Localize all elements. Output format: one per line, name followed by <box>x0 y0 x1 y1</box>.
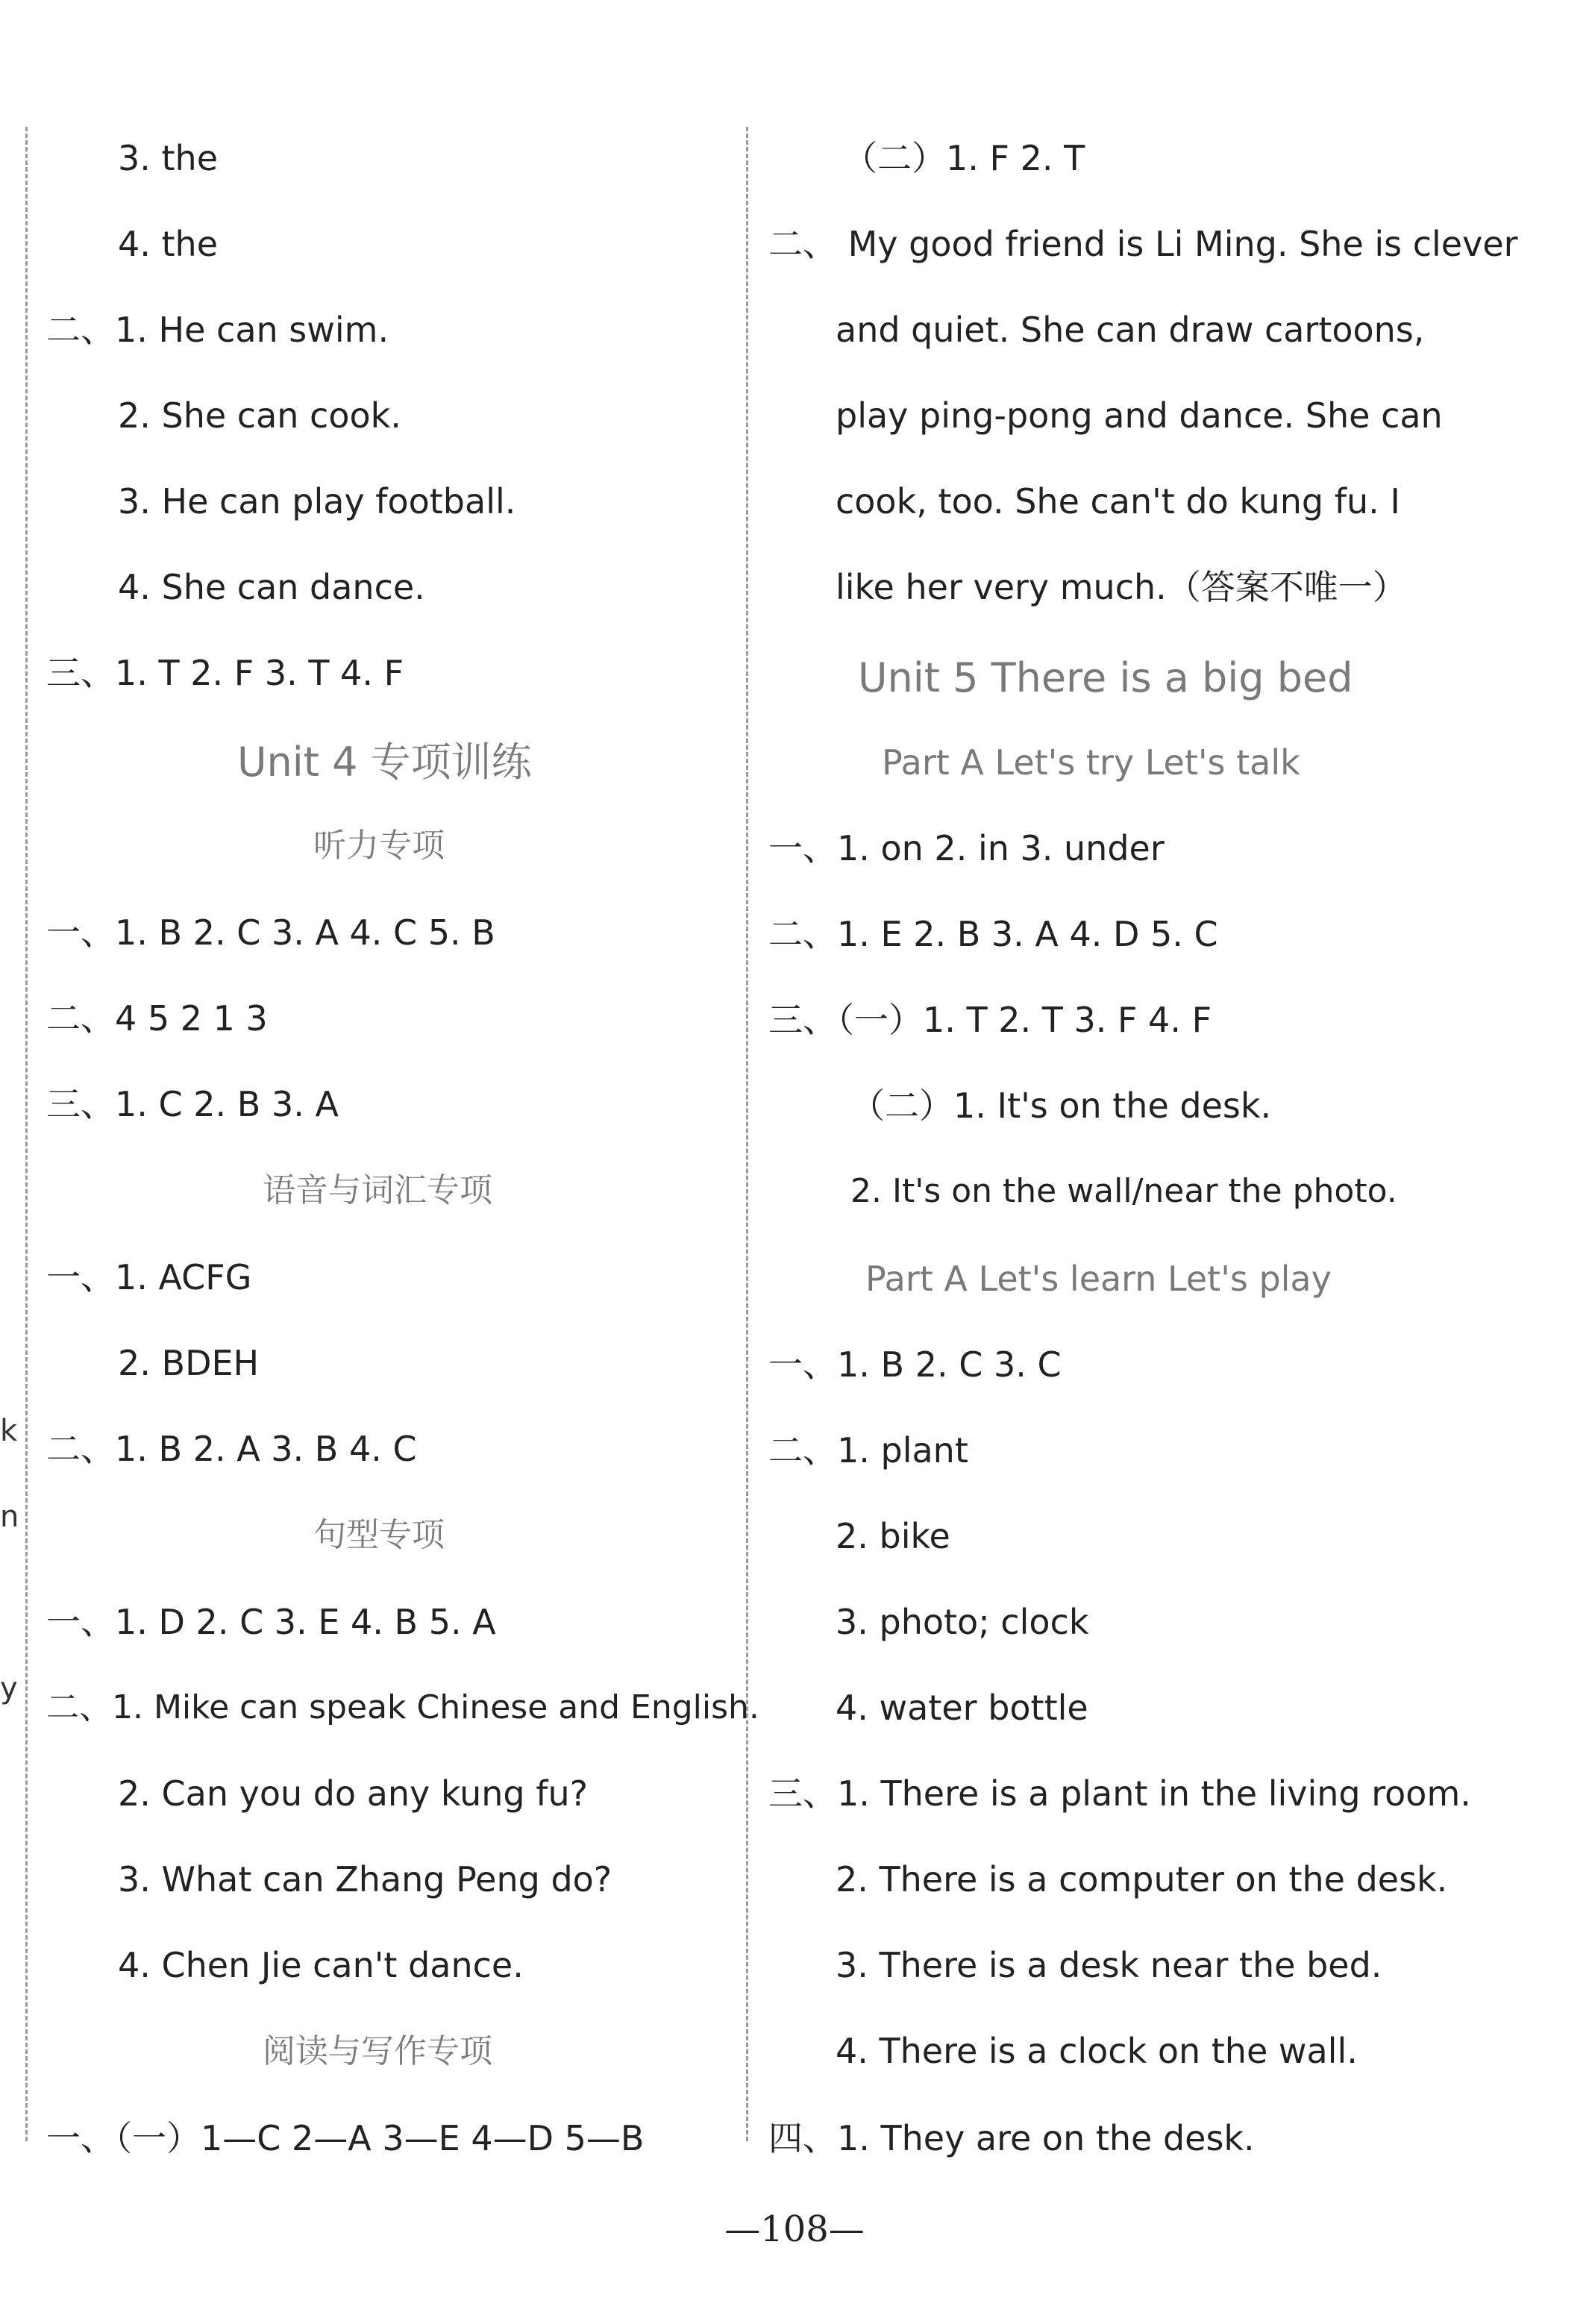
answer-line: 4. She can dance. <box>118 567 425 607</box>
answer-line: 3. There is a desk near the bed. <box>836 1945 1382 1985</box>
answer-line: 三、1. C 2. B 3. A <box>46 1084 339 1124</box>
answer-line: （二）1. It's on the desk. <box>850 1086 1272 1126</box>
answer-line: 一、1. D 2. C 3. E 4. B 5. A <box>46 1602 496 1642</box>
edge-mark: y <box>0 1671 18 1706</box>
answer-line: 4. There is a clock on the wall. <box>836 2031 1358 2071</box>
edge-mark: n <box>0 1500 19 1534</box>
answer-line: 2. BDEH <box>118 1343 260 1383</box>
answer-line: 3. the <box>118 138 219 178</box>
page-number: —108— <box>724 2208 865 2250</box>
answer-line: 2. There is a computer on the desk. <box>836 1859 1448 1899</box>
answer-line: 一、1. ACFG <box>46 1257 252 1297</box>
edge-mark: k <box>0 1414 18 1448</box>
section-heading: 语音与词汇专项 <box>263 1171 492 1209</box>
answer-line: 一、1. B 2. C 3. A 4. C 5. B <box>46 912 495 953</box>
answer-line: 二、 My good friend is Li Ming. She is clever <box>768 224 1518 264</box>
section-heading: 句型专项 <box>313 1516 445 1554</box>
answer-line: 二、1. E 2. B 3. A 4. D 5. C <box>768 914 1218 954</box>
left-margin-dashed-rule <box>25 127 28 2141</box>
answer-line: 2. bike <box>836 1516 950 1556</box>
answer-line: 4. Chen Jie can't dance. <box>118 1945 524 1985</box>
answer-line: 2. She can cook. <box>118 395 401 436</box>
answer-line: like her very much.（答案不唯一） <box>836 567 1407 607</box>
answer-line: 二、1. B 2. A 3. B 4. C <box>46 1429 417 1469</box>
answer-line: （二）1. F 2. T <box>843 138 1085 178</box>
column-divider-dashed-rule <box>746 127 748 2141</box>
answer-line: 3. What can Zhang Peng do? <box>118 1859 612 1899</box>
answer-line: 一、1. on 2. in 3. under <box>768 828 1165 868</box>
answer-line: 三、（一）1. T 2. T 3. F 4. F <box>768 1000 1212 1040</box>
answer-line: 二、1. Mike can speak Chinese and English. <box>46 1688 759 1726</box>
unit-heading: Unit 4 专项训练 <box>237 739 532 786</box>
answer-line: 二、4 5 2 1 3 <box>46 998 268 1039</box>
part-heading: Part A Let's learn Let's play <box>865 1259 1332 1299</box>
answer-line: 一、（一）1—C 2—A 3—E 4—D 5—B <box>46 2118 645 2158</box>
section-heading: 阅读与写作专项 <box>263 2032 492 2070</box>
answer-line: 二、1. plant <box>768 1430 968 1470</box>
answer-line: and quiet. She can draw cartoons, <box>836 310 1425 350</box>
answer-line: 3. He can play football. <box>118 481 516 522</box>
answer-line: 三、1. T 2. F 3. T 4. F <box>46 653 404 693</box>
answer-line: play ping-pong and dance. She can <box>836 395 1443 436</box>
answer-line: cook, too. She can't do kung fu. I <box>836 481 1400 522</box>
part-heading: Part A Let's try Let's talk <box>882 742 1300 783</box>
answer-line: 2. It's on the wall/near the photo. <box>850 1172 1397 1210</box>
answer-line: 三、1. There is a plant in the living room. <box>768 1773 1471 1814</box>
answer-line: 3. photo; clock <box>836 1602 1089 1642</box>
answer-line: 4. water bottle <box>836 1688 1088 1728</box>
section-heading: 听力专项 <box>313 827 445 865</box>
unit-heading: Unit 5 There is a big bed <box>858 654 1353 701</box>
answer-line: 2. Can you do any kung fu? <box>118 1773 589 1814</box>
answer-line: 四、1. They are on the desk. <box>768 2118 1255 2158</box>
answer-line: 二、1. He can swim. <box>46 310 389 350</box>
answer-line: 一、1. B 2. C 3. C <box>768 1344 1062 1385</box>
answer-line: 4. the <box>118 224 219 264</box>
